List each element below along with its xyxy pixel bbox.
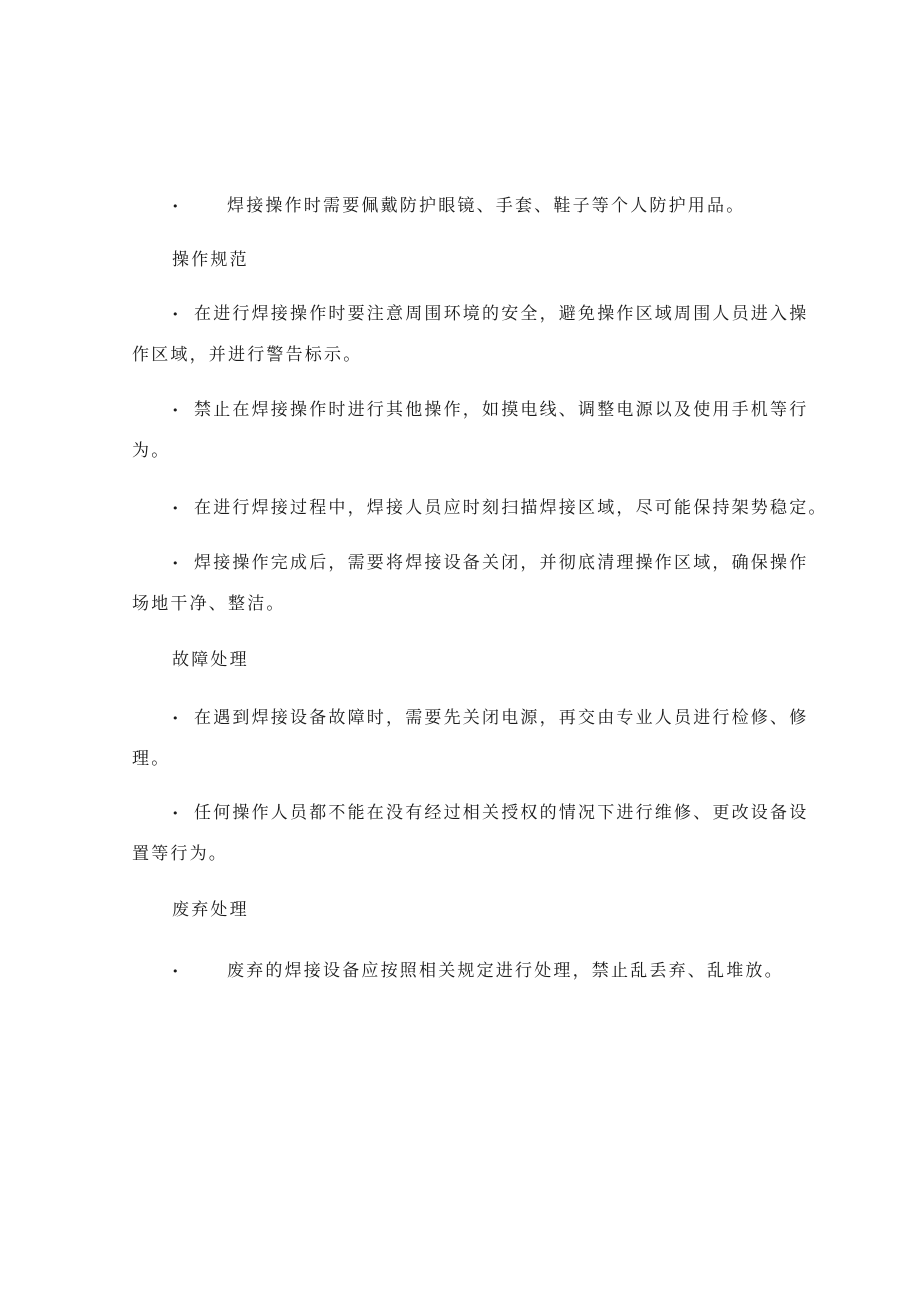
bullet-icon: •: [172, 502, 181, 515]
operation-item-4: [132, 543, 809, 624]
fault-item-1-line1: 在遇到焊接设备故障时，需要先关闭电源，再交由专业人员进行检修、修: [194, 708, 809, 728]
bullet-icon: •: [172, 965, 181, 978]
disposal-item: [132, 951, 797, 992]
bullet-icon: •: [172, 200, 181, 213]
bullet-icon: •: [172, 807, 181, 820]
fault-heading: 故障处理: [172, 650, 249, 670]
operation-item-4-line1: 焊接操作完成后，需要将焊接设备关闭，并彻底清理操作区域，确保操作: [194, 553, 809, 573]
bullet-icon: •: [172, 308, 181, 321]
operation-heading: 操作规范: [172, 250, 249, 270]
bullet-icon: •: [172, 712, 181, 725]
operation-item-1: [132, 294, 809, 375]
operation-item-2: [132, 390, 809, 471]
fault-item-1: [132, 698, 809, 779]
operation-item-2-line1: 禁止在焊接操作时进行其他操作，如摸电线、调整电源以及使用手机等行: [194, 400, 809, 420]
operation-item-3-line1: 在进行焊接过程中，焊接人员应时刻扫描焊接区域，尽可能保持架势稳定。: [194, 498, 828, 518]
bullet-icon: •: [172, 557, 181, 570]
bullet-icon: •: [172, 404, 181, 417]
fault-item-1-line2: 理。: [132, 749, 171, 769]
operation-item-1-line2: 作区域，并进行警告标示。: [132, 345, 363, 365]
fault-item-2-line2: 置等行为。: [132, 844, 228, 864]
operation-item-3: [132, 488, 828, 529]
disposal-item-text: 废弃的焊接设备应按照相关规定进行处理，禁止乱丢弃、乱堆放。: [227, 961, 784, 981]
ppe-item-text: 焊接操作时需要佩戴防护眼镜、手套、鞋子等个人防护用品。: [227, 196, 746, 216]
fault-item-2-line1: 任何操作人员都不能在没有经过相关授权的情况下进行维修、更改设备设: [194, 803, 809, 823]
operation-item-1-line1: 在进行焊接操作时要注意周围环境的安全，避免操作区域周围人员进入操: [194, 304, 809, 324]
operation-item-2-line2: 为。: [132, 441, 171, 461]
disposal-heading: 废弃处理: [172, 900, 249, 920]
operation-item-4-line2: 场地干净、整洁。: [132, 594, 286, 614]
ppe-item: [132, 186, 797, 227]
fault-item-2: [132, 793, 809, 874]
